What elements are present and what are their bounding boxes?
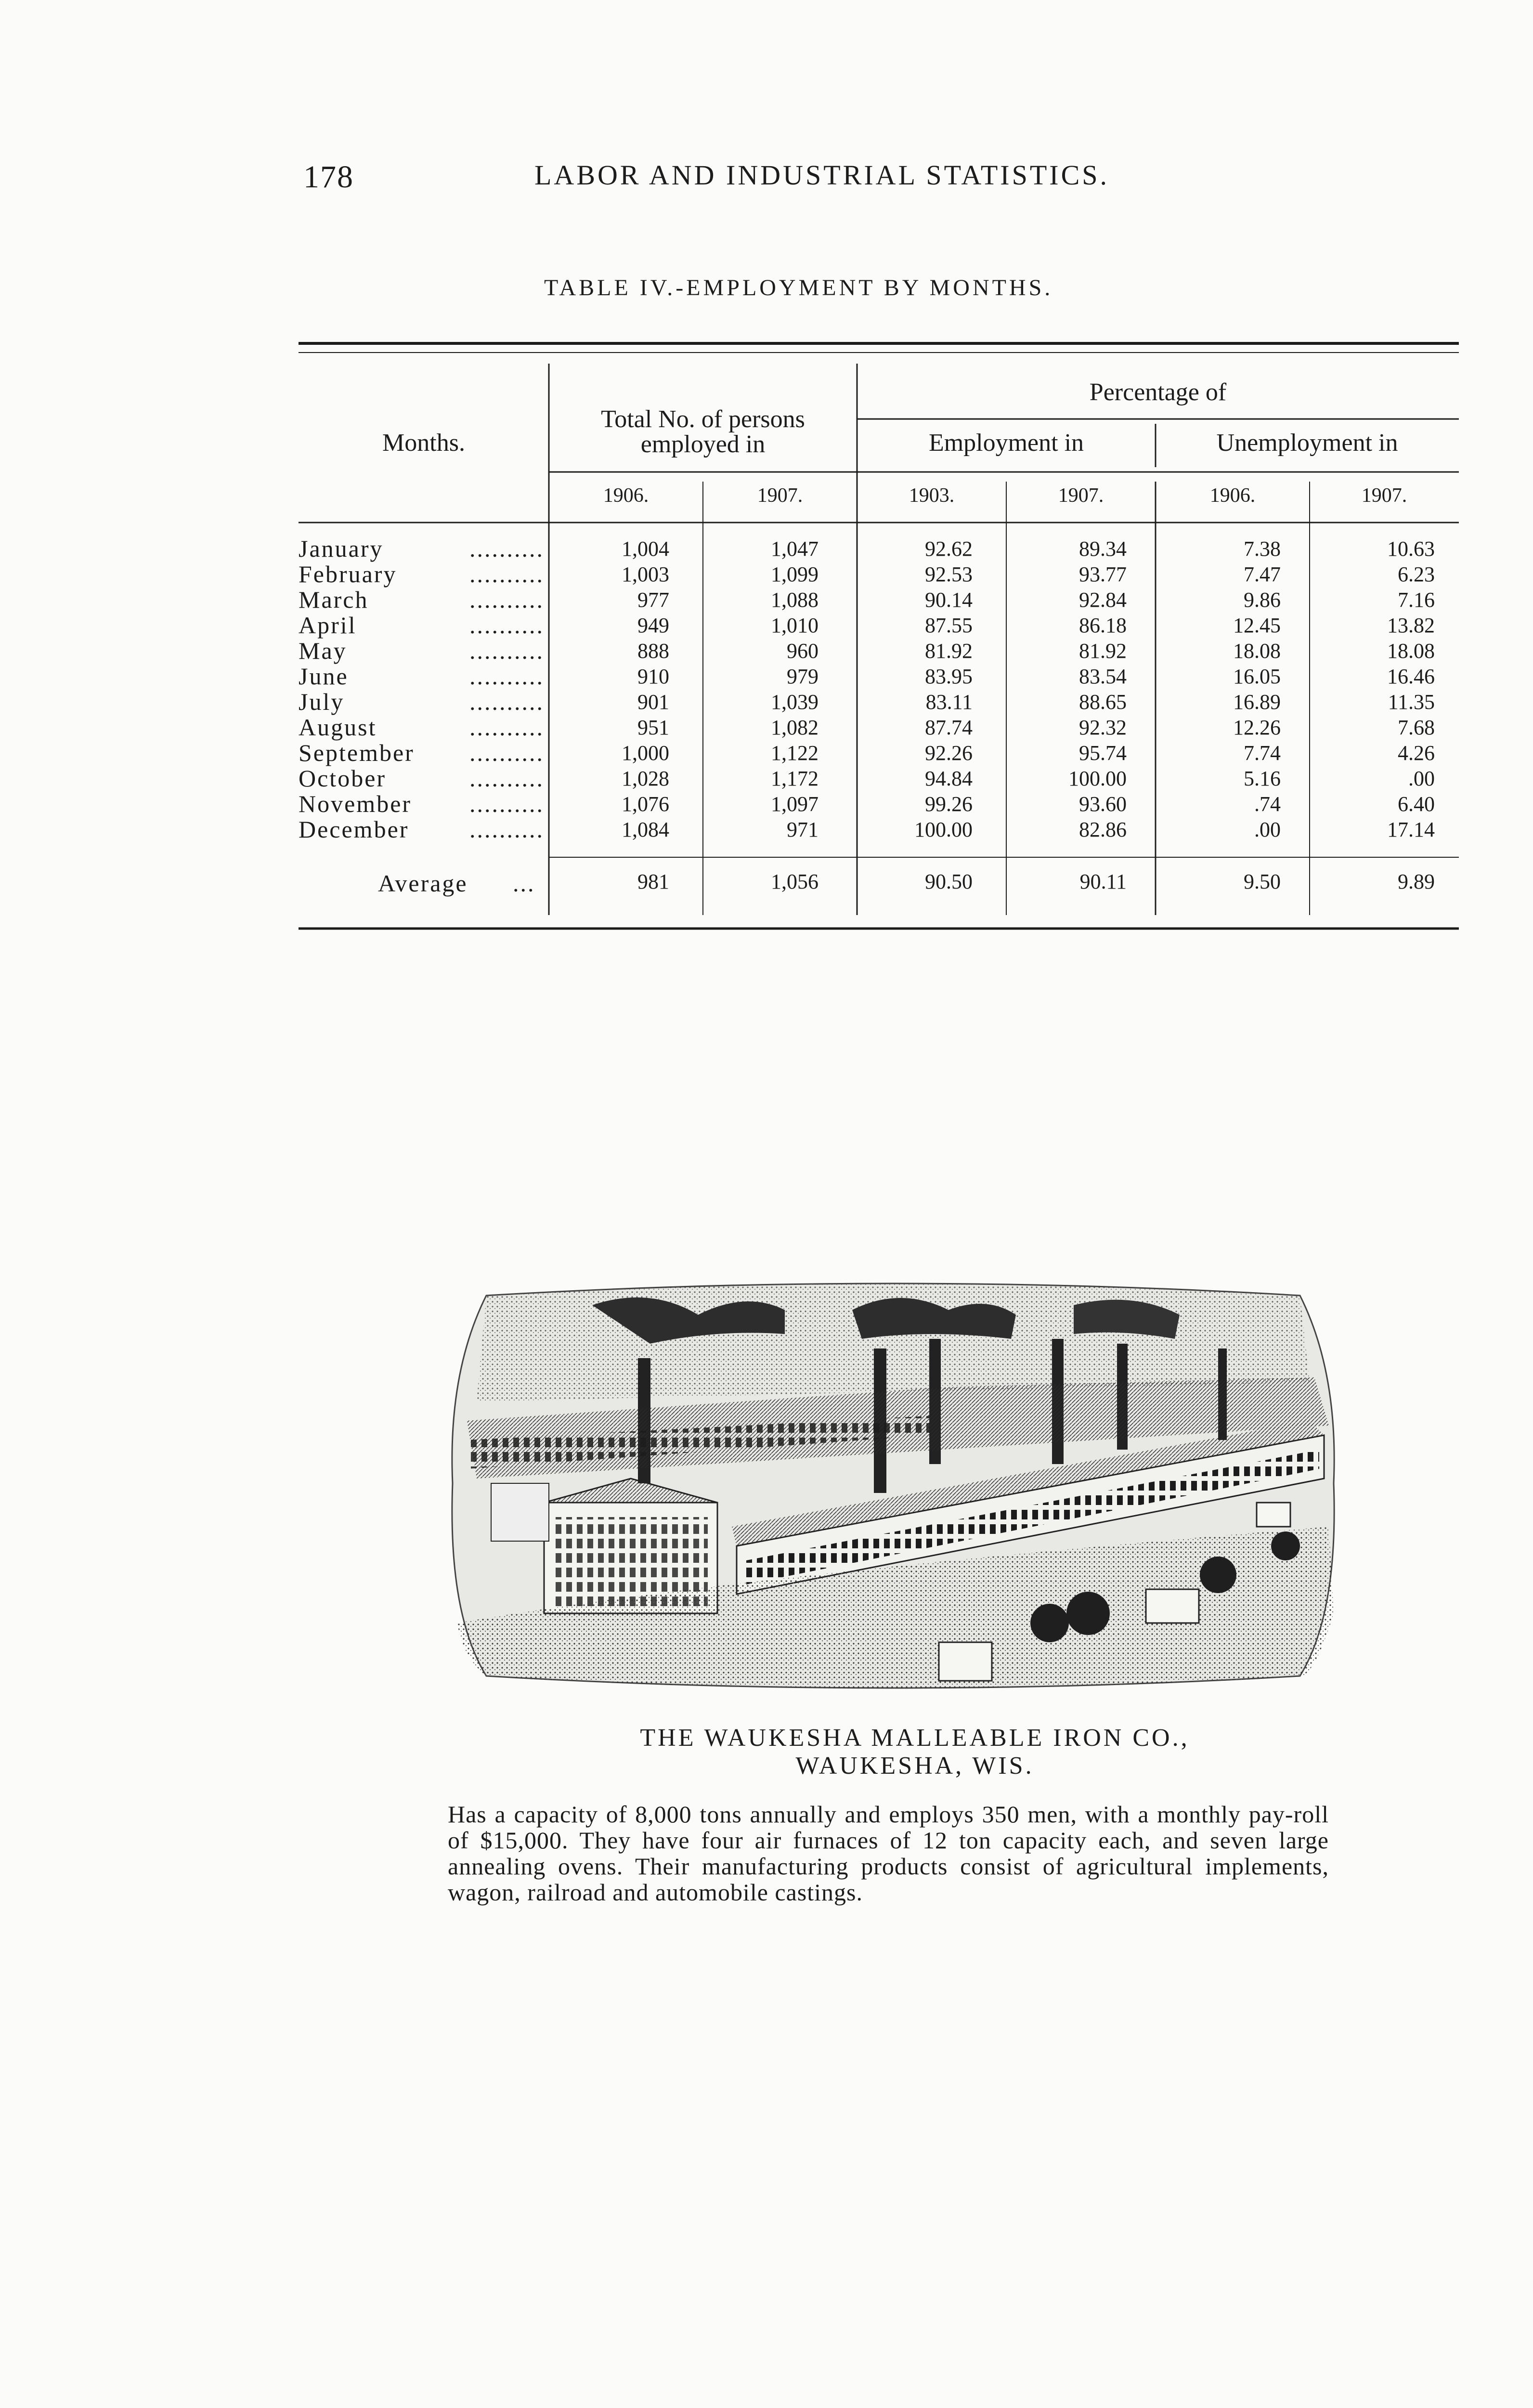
dot-leader: .......... [469,816,544,843]
cell-total-1907: 1,122 [771,741,818,765]
cell-total-1906: 949 [637,614,669,637]
month-label: November [299,790,412,817]
dot-leader: .......... [469,765,544,792]
dot-leader: .......... [469,714,544,741]
cell-employment-1907: 93.60 [1079,792,1127,816]
cell-total-1907: 971 [787,818,818,841]
cell-total-1907: 1,082 [771,716,818,739]
caption-company: THE WAUKESHA MALLEABLE IRON CO., [640,1724,1190,1752]
cell-unemployment-1907: 17.14 [1387,818,1435,841]
month-label: August [299,714,377,741]
cell-employment-1906: 94.84 [925,767,973,790]
cell-employment-1906: 83.95 [925,665,973,688]
month-label: September [299,739,415,766]
cell-total-1907: 1,097 [771,792,818,816]
factory-illustration [448,1276,1338,1695]
cell-unemployment-1907: 6.40 [1398,792,1435,816]
dot-leader: .......... [469,663,544,690]
average-total-1906: 981 [637,870,669,893]
employment-table [299,342,1459,934]
header-employment: Employment in [928,429,1084,457]
cell-employment-1906: 90.14 [925,588,973,612]
cell-employment-1906: 92.62 [925,537,973,561]
header-percentage: Percentage of [1089,379,1227,406]
cell-total-1906: 977 [637,588,669,612]
year-unemployment-1907: 1907. [1361,484,1407,507]
cell-employment-1907: 89.34 [1079,537,1127,561]
average-leader: ... [513,870,535,897]
cell-total-1907: 960 [787,639,818,663]
month-label: February [299,561,397,588]
dot-leader: .......... [469,586,544,613]
year-employment-1907: 1907. [1058,484,1104,507]
cell-employment-1907: 86.18 [1079,614,1127,637]
cell-unemployment-1907: 13.82 [1387,614,1435,637]
cell-total-1906: 888 [637,639,669,663]
dot-leader: .......... [469,612,544,639]
cell-employment-1906: 87.55 [925,614,973,637]
average-employment-1906: 90.50 [925,870,973,893]
cell-employment-1906: 92.26 [925,741,973,765]
cell-total-1907: 1,010 [771,614,818,637]
average-employment-1907: 90.11 [1079,870,1127,893]
cell-unemployment-1907: 16.46 [1387,665,1435,688]
header-months: Months. [382,429,465,457]
cell-total-1906: 1,000 [622,741,669,765]
cell-employment-1907: 92.32 [1079,716,1127,739]
cell-unemployment-1907: 7.68 [1398,716,1435,739]
cell-total-1906: 1,076 [622,792,669,816]
cell-total-1907: 1,172 [771,767,818,790]
cell-total-1907: 1,047 [771,537,818,561]
average-unemployment-1906: 9.50 [1244,870,1281,893]
caption-location: WAUKESHA, WIS. [795,1752,1034,1780]
company-description: Has a capacity of 8,000 tons annually and employs 350 men, with a monthly pay-roll of $15,000. They have four air furnaces of 12 ton capacity each, and seven large annealing ovens. Their manufacturing products consist of agricultural implements, wagon, railroad and automobile castings. [448,1801,1329,1906]
month-label: May [299,637,347,664]
cell-employment-1907: 93.77 [1079,563,1127,586]
average-total-1907: 1,056 [771,870,818,893]
cell-employment-1907: 82.86 [1079,818,1127,841]
cell-total-1906: 1,084 [622,818,669,841]
cell-total-1907: 979 [787,665,818,688]
cell-unemployment-1907: 7.16 [1398,588,1435,612]
average-label: Average [378,870,468,897]
cell-total-1906: 901 [637,690,669,714]
dot-leader: .......... [469,790,544,817]
cell-employment-1907: 88.65 [1079,690,1127,714]
page-number: 178 [303,159,354,195]
cell-employment-1906: 83.11 [925,690,973,714]
dot-leader: .......... [469,637,544,664]
cell-unemployment-1906: 9.86 [1244,588,1281,612]
year-unemployment-1906: 1906. [1209,484,1256,507]
header-total-employed: Total No. of persons employed in [601,406,805,458]
cell-unemployment-1906: 12.45 [1233,614,1281,637]
cell-unemployment-1906: .00 [1254,818,1281,841]
header-unemployment: Unemployment in [1216,429,1398,457]
cell-unemployment-1906: 7.74 [1244,741,1281,765]
running-head: LABOR AND INDUSTRIAL STATISTICS. [534,159,1110,191]
dot-leader: .......... [469,535,544,562]
year-total-1907: 1907. [757,484,803,507]
average-unemployment-1907: 9.89 [1398,870,1435,893]
cell-total-1906: 910 [637,665,669,688]
cell-unemployment-1907: .00 [1408,767,1435,790]
month-label: October [299,765,387,792]
year-total-1906: 1906. [603,484,649,507]
cell-employment-1907: 92.84 [1079,588,1127,612]
month-label: July [299,688,345,715]
cell-unemployment-1906: .74 [1254,792,1281,816]
year-employment-1906: 1903. [909,484,955,507]
cell-unemployment-1906: 12.26 [1233,716,1281,739]
cell-total-1906: 951 [637,716,669,739]
dot-leader: .......... [469,739,544,766]
cell-total-1907: 1,099 [771,563,818,586]
cell-unemployment-1907: 6.23 [1398,563,1435,586]
month-label: December [299,816,409,843]
cell-total-1907: 1,039 [771,690,818,714]
cell-employment-1907: 95.74 [1079,741,1127,765]
cell-employment-1906: 92.53 [925,563,973,586]
table-title: TABLE IV.-EMPLOYMENT BY MONTHS. [544,275,1053,301]
cell-unemployment-1906: 7.38 [1244,537,1281,561]
dot-leader: .......... [469,561,544,588]
cell-employment-1907: 100.00 [1068,767,1127,790]
cell-employment-1907: 83.54 [1079,665,1127,688]
cell-employment-1906: 81.92 [925,639,973,663]
cell-employment-1906: 99.26 [925,792,973,816]
month-label: June [299,663,349,690]
cell-employment-1906: 87.74 [925,716,973,739]
cell-unemployment-1907: 11.35 [1388,690,1435,714]
cell-total-1906: 1,028 [622,767,669,790]
cell-unemployment-1907: 10.63 [1387,537,1435,561]
cell-unemployment-1906: 16.89 [1233,690,1281,714]
cell-unemployment-1907: 18.08 [1387,639,1435,663]
cell-unemployment-1906: 16.05 [1233,665,1281,688]
cell-employment-1906: 100.00 [914,818,973,841]
cell-total-1906: 1,004 [622,537,669,561]
figure-caption [337,1724,1493,1780]
cell-unemployment-1906: 7.47 [1244,563,1281,586]
dot-leader: .......... [469,688,544,715]
cell-unemployment-1906: 18.08 [1233,639,1281,663]
month-label: January [299,535,384,562]
cell-total-1906: 1,003 [622,563,669,586]
cell-employment-1907: 81.92 [1079,639,1127,663]
cell-total-1907: 1,088 [771,588,818,612]
month-label: March [299,586,369,613]
cell-unemployment-1907: 4.26 [1398,741,1435,765]
month-label: April [299,612,357,639]
cell-unemployment-1906: 5.16 [1244,767,1281,790]
